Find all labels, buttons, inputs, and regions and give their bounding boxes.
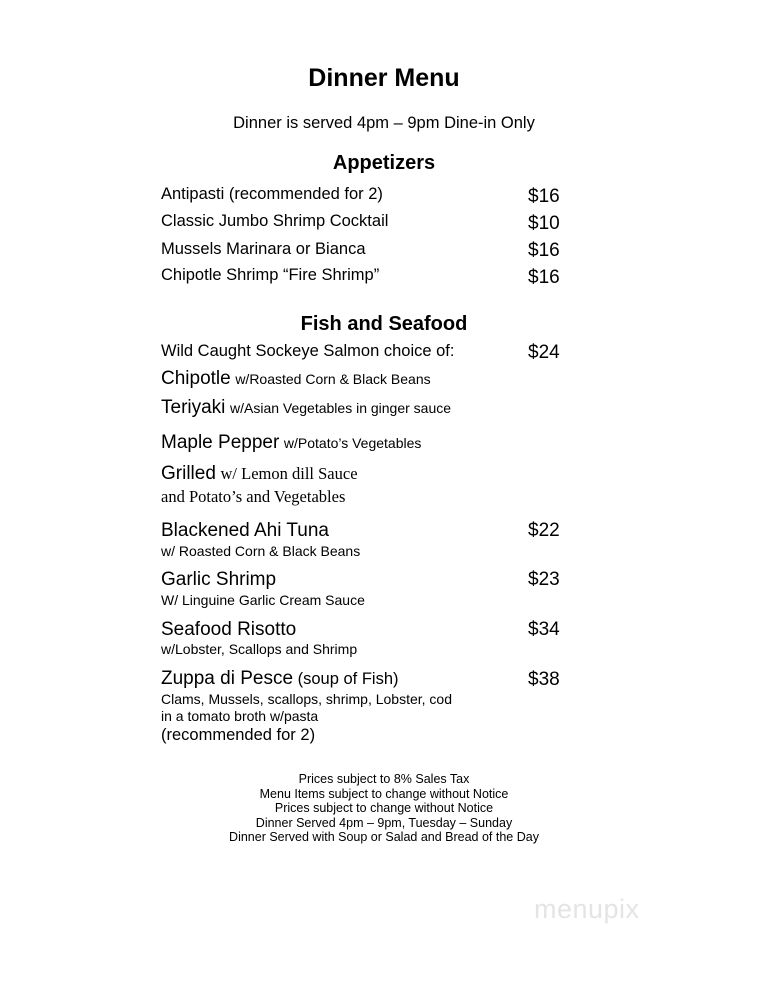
menu-item-name: Antipasti (recommended for 2) bbox=[161, 185, 383, 203]
footer-line: Prices subject to change without Notice bbox=[274, 801, 494, 816]
salmon-choice-grilled bbox=[161, 463, 358, 485]
choice-detail-continued: and Potato’s and Vegetables bbox=[161, 487, 346, 506]
salmon-price: $24 bbox=[528, 342, 560, 363]
appetizers-heading: Appetizers bbox=[332, 152, 436, 174]
salmon-name: Wild Caught Sockeye Salmon choice of: bbox=[161, 342, 455, 360]
salmon-choice-chipotle bbox=[161, 368, 431, 390]
zuppa-title bbox=[161, 668, 399, 690]
zuppa-description: Clams, Mussels, scallops, shrimp, Lobster, cod bbox=[161, 691, 452, 707]
choice-name: Chipotle bbox=[161, 368, 231, 389]
entree-price: $22 bbox=[528, 520, 560, 541]
zuppa-price: $38 bbox=[528, 669, 560, 690]
footer-notes bbox=[0, 772, 768, 845]
watermark-logo: menupix bbox=[534, 894, 640, 924]
choice-detail: w/Asian Vegetables in ginger sauce bbox=[230, 400, 452, 416]
entree-description: w/Lobster, Scallops and Shrimp bbox=[161, 641, 358, 657]
zuppa-note: (recommended for 2) bbox=[161, 726, 316, 744]
entree-name: Seafood Risotto bbox=[161, 619, 297, 640]
menu-item-price: $16 bbox=[528, 186, 560, 207]
menu-item-price: $16 bbox=[528, 267, 560, 288]
choice-name: Maple Pepper bbox=[161, 432, 280, 453]
page-title: Dinner Menu bbox=[308, 64, 460, 92]
footer-line: Dinner Served 4pm – 9pm, Tuesday – Sunday bbox=[255, 815, 513, 830]
choice-name: Teriyaki bbox=[161, 397, 226, 418]
zuppa-description: in a tomato broth w/pasta bbox=[161, 708, 319, 724]
entree-name: Blackened Ahi Tuna bbox=[161, 520, 329, 541]
menu-item-price: $16 bbox=[528, 240, 560, 261]
service-hours: Dinner is served 4pm – 9pm Dine-in Only bbox=[233, 114, 535, 132]
entree-price: $34 bbox=[528, 619, 560, 640]
entree-description: w/ Roasted Corn & Black Beans bbox=[161, 543, 361, 559]
choice-detail: w/Roasted Corn & Black Beans bbox=[235, 371, 431, 387]
choice-detail: w/Potato’s Vegetables bbox=[283, 435, 422, 451]
footer-line: Menu Items subject to change without Notice bbox=[259, 786, 509, 801]
menu-item-name: Classic Jumbo Shrimp Cocktail bbox=[161, 212, 389, 230]
zuppa-name: Zuppa di Pesce bbox=[161, 668, 294, 689]
footer-line: Prices subject to 8% Sales Tax bbox=[298, 772, 470, 786]
menu-item-name: Chipotle Shrimp “Fire Shrimp” bbox=[161, 266, 380, 284]
seafood-heading: Fish and Seafood bbox=[300, 313, 468, 335]
menu-item-price: $10 bbox=[528, 213, 560, 234]
entree-name: Garlic Shrimp bbox=[161, 569, 277, 590]
footer-line: Dinner Served with Soup or Salad and Bread of the Day bbox=[229, 830, 539, 845]
choice-detail: w/ Lemon dill Sauce bbox=[220, 464, 358, 483]
entree-description: W/ Linguine Garlic Cream Sauce bbox=[161, 592, 365, 608]
salmon-choice-teriyaki bbox=[161, 397, 451, 419]
choice-name: Grilled bbox=[161, 463, 216, 484]
salmon-choice-maple-pepper bbox=[161, 432, 421, 454]
zuppa-name-suffix: (soup of Fish) bbox=[297, 670, 399, 688]
menu-item-name: Mussels Marinara or Bianca bbox=[161, 240, 366, 258]
entree-price: $23 bbox=[528, 569, 560, 590]
